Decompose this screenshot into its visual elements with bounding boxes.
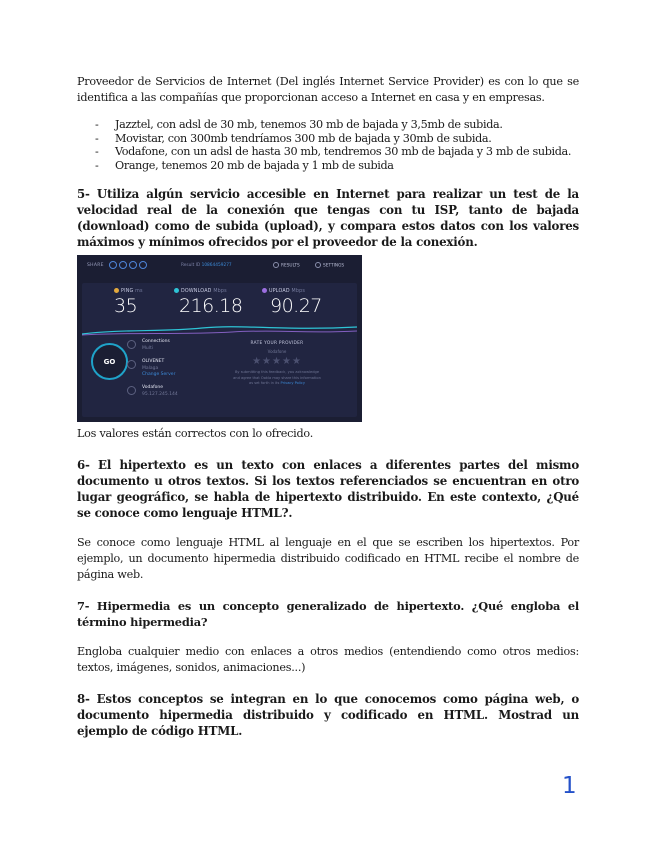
speedtest-screenshot — [77, 255, 362, 422]
rating-stars: ★★★★★ — [252, 356, 302, 367]
speed-graph — [82, 323, 357, 337]
server-city: Malaga — [142, 365, 159, 371]
speedtest-panel — [82, 283, 357, 417]
download-unit: Mbps — [213, 289, 227, 294]
question-5: 5- Utiliza algún servicio accesible en Internet para realizar un test de la velocidad real de la conexión que tengas con tu ISP, tanto de bajada (download) como de subida (upload), y compara estos datos con los valores máximos y mínimos ofrecidos por el proveedor de la conexión. — [77, 187, 579, 249]
go-button: GO — [91, 343, 128, 380]
clock-icon — [273, 262, 279, 268]
document-page — [77, 74, 579, 739]
ping-icon — [114, 288, 119, 293]
list-item: - Movistar, con 300mb tendríamos 300 mb de bajada y 30mb de subida. — [77, 132, 579, 146]
ping-unit: ms — [135, 289, 143, 294]
question-6: 6- El hipertexto es un texto con enlaces a diferentes partes del mismo documento u otros textos. Si los textos referenciados se encuentran en otro lugar geográfico, se habla de hipertexto distribuido. En este contexto, ¿Qué se conoce como lenguaje HTML?. — [77, 458, 579, 520]
upload-unit: Mbps — [291, 289, 306, 294]
globe-icon — [127, 360, 136, 369]
ping-metric — [114, 288, 143, 317]
settings-button — [315, 262, 344, 269]
question-8: 8- Estos conceptos se integran en lo que conocemos como página web, o documento hipermedia distribuido y codificado en HTML. Mostrad un ejemplo de código HTML. — [77, 692, 579, 738]
more-icon — [139, 261, 147, 269]
download-icon — [174, 288, 179, 293]
user-icon — [127, 386, 136, 395]
result-id-value: 10864459277 — [201, 263, 232, 268]
rate-provider-name: Vodafone — [267, 349, 287, 354]
server-info — [142, 359, 175, 379]
valores-paragraph: Los valores están correctos con lo ofrecido. — [77, 427, 314, 440]
isp-ip: 95.127.245.144 — [142, 391, 178, 397]
upload-metric — [262, 288, 322, 317]
upload-icon — [262, 288, 267, 293]
connections-value: Multi — [142, 345, 153, 351]
ping-value: 35 — [114, 295, 138, 317]
facebook-icon — [119, 261, 127, 269]
speedtest-header — [77, 255, 362, 279]
upload-value: 90.27 — [270, 295, 322, 317]
privacy-policy-link: Privacy Policy — [280, 381, 305, 385]
intro-paragraph: Proveedor de Servicios de Internet (Del inglés Internet Service Provider) es con lo que se identifica a las compañías que proporcionan acceso a Internet en casa y en empresas. — [77, 75, 579, 104]
ping-label: PING — [121, 289, 134, 294]
legal-line: By submitting this feedback, you acknowledge — [234, 370, 320, 374]
download-label: DOWNLOAD — [181, 289, 212, 294]
connections-icon — [127, 340, 136, 349]
isp-info — [142, 385, 178, 398]
server-name: OLIVENET — [142, 359, 165, 364]
download-metric — [174, 288, 242, 317]
legal-line: as set forth in its — [249, 381, 280, 385]
change-server-link: Change Server — [142, 372, 176, 377]
list-item: - Jazztel, con adsl de 30 mb, tenemos 30 mb de bajada y 3,5mb de subida. — [77, 118, 579, 132]
results-label: RESULTS — [281, 263, 300, 269]
connections-label: Connections — [142, 339, 170, 344]
connections-info — [142, 339, 170, 352]
share-label: SHARE — [87, 263, 104, 268]
upload-label: UPLOAD — [269, 289, 290, 294]
download-value: 216.18 — [179, 295, 243, 317]
isp-name: Vodafone — [142, 385, 164, 390]
result-id — [181, 263, 232, 268]
isp-list — [77, 118, 579, 172]
answer-7: Engloba cualquier medio con enlaces a otros medios (entendiendo como otros medios: textos, imágenes, sonidos, animaciones...) — [77, 645, 579, 674]
rate-title: RATE YOUR PROVIDER — [250, 341, 304, 346]
page-number: 1 — [562, 773, 577, 799]
list-item: - Orange, tenemos 20 mb de bajada y 1 mb de subida — [77, 159, 579, 173]
list-item: - Vodafone, con un adsl de hasta 30 mb, tendremos 30 mb de bajada y 3 mb de subida. — [77, 145, 579, 159]
legal-line: and agree that Ookla may share this information — [233, 375, 321, 380]
answer-6: Se conoce como lenguaje HTML al lenguaje en el que se escriben los hipertextos. Por ejemplo, un documento hipermedia distribuido codificado en HTML recibe el nombre de página web. — [77, 536, 579, 581]
gear-icon — [315, 262, 321, 268]
link-icon — [109, 261, 117, 269]
result-id-label: Result ID — [181, 263, 201, 268]
twitter-icon — [129, 261, 137, 269]
feedback-legal — [202, 370, 352, 387]
results-button — [273, 262, 300, 269]
question-7: 7- Hipermedia es un concepto generalizado de hipertexto. ¿Qué engloba el término hipermedia? — [77, 599, 579, 629]
rate-provider-section — [202, 341, 352, 387]
settings-label: SETTINGS — [323, 263, 345, 269]
